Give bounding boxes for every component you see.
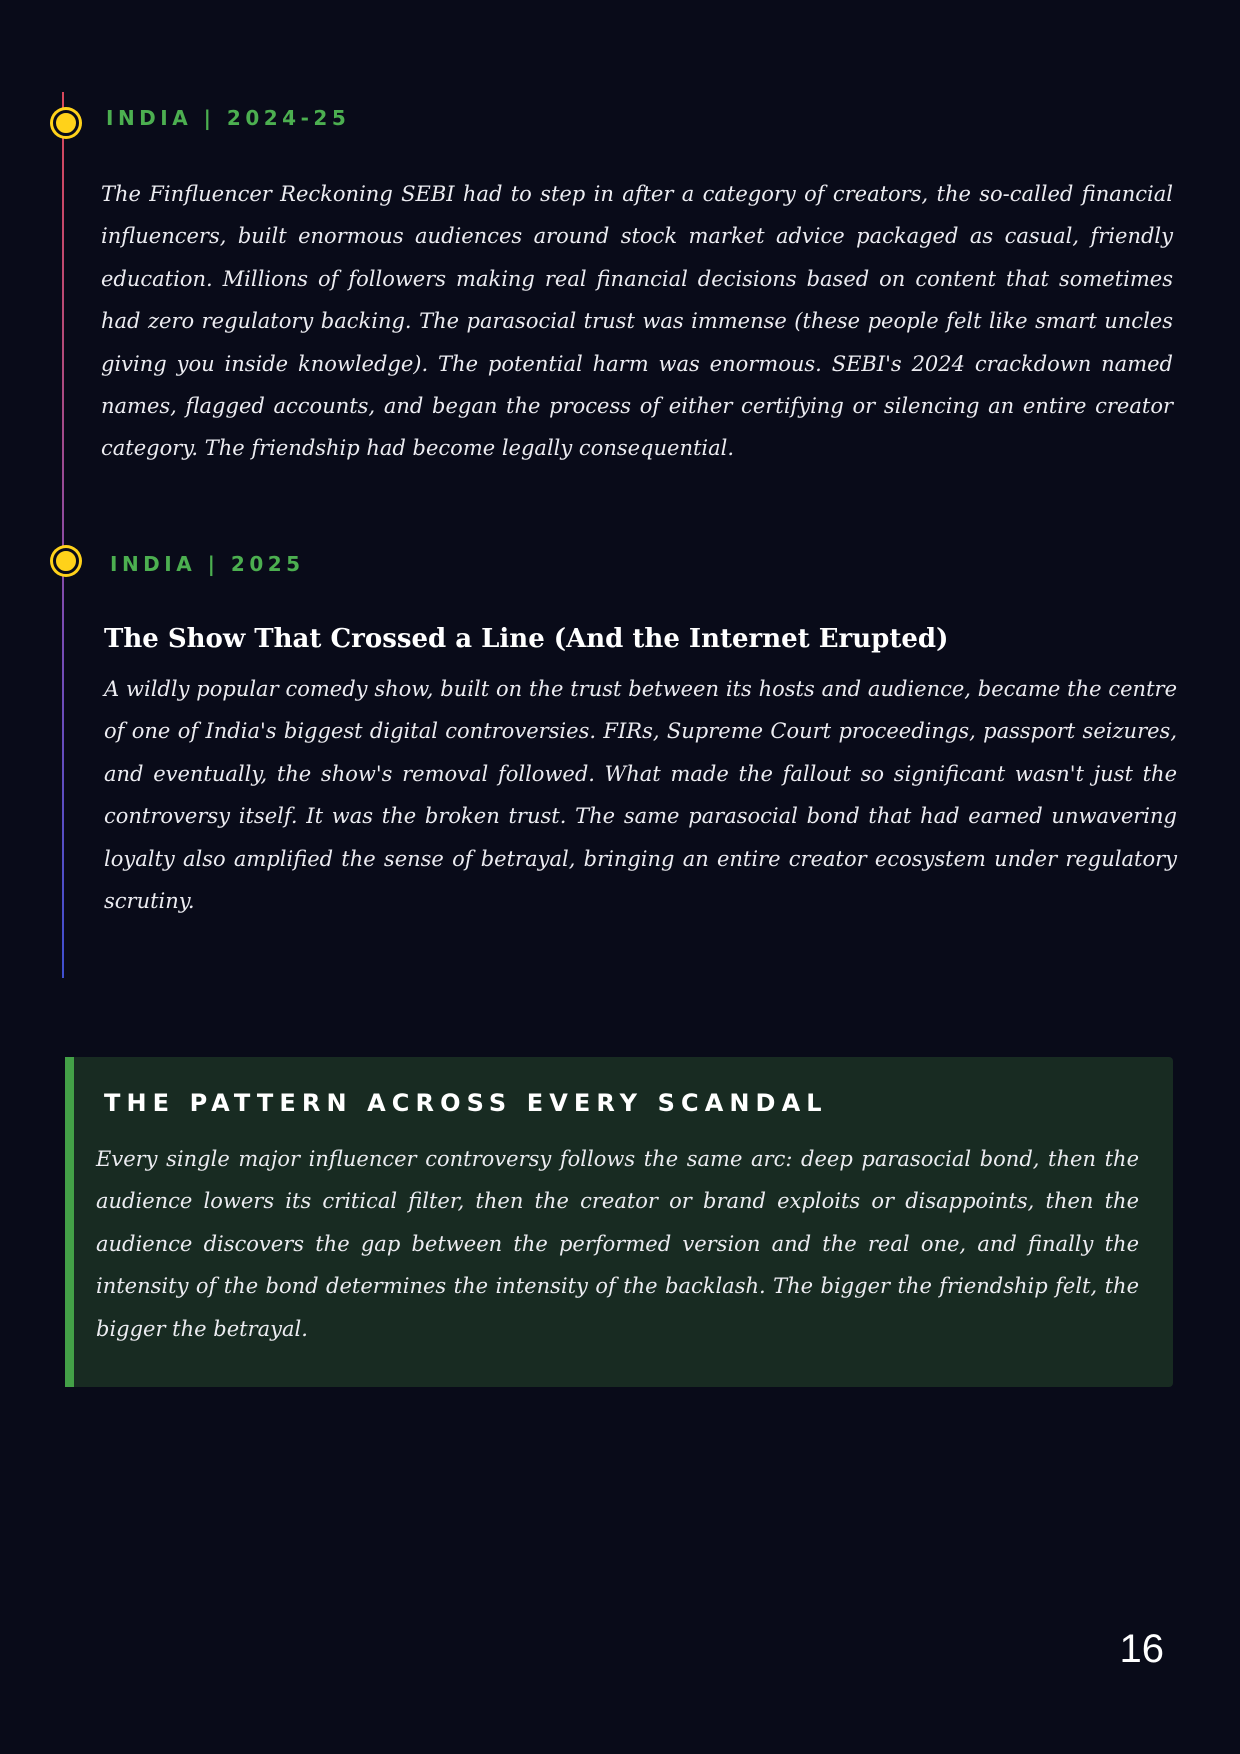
entry-label-1: INDIA | 2024-25	[106, 106, 351, 130]
entry-body-1: The Finfluencer Reckoning SEBI had to step in after a category of creators, the so-called financial influencers, built enormous audiences around stock market advice packaged as casual, friendly education. Millions of followers making real financial decisions based on content that sometimes had zero regulatory backing. The parasocial trust was immense (these people felt like smart uncles giving you inside knowledge). The potential harm was enormous. SEBI's 2024 crackdown named names, flagged accounts, and began the process of either certifying or silencing an entire creator category. The friendship had become legally consequential.	[101, 182, 1173, 461]
callout-heading: THE PATTERN ACROSS EVERY SCANDAL	[104, 1089, 828, 1117]
callout-body: Every single major influencer controversy follows the same arc: deep parasocial bond, then the audience lowers its critical filter, then the creator or brand exploits or disappoints, then the audience discovers the gap between the performed version and the real one, and finally the intensity of the bond determines the intensity of the backlash. The bigger the friendship felt, the bigger the betrayal.	[96, 1147, 1139, 1341]
timeline-line	[62, 92, 64, 978]
timeline-marker-2	[53, 548, 79, 574]
entry-title-2: The Show That Crossed a Line (And the Internet Erupted)	[104, 624, 949, 654]
page-number: 16	[1119, 1627, 1164, 1671]
timeline-marker-1	[53, 110, 79, 136]
entry-label-2: INDIA | 2025	[110, 552, 305, 576]
entry-body-2: A wildly popular comedy show, built on the trust between its hosts and audience, became the centre of one of India's biggest digital controversies. FIRs, Supreme Court proceedings, passport seizures, and eventually, the show's removal followed. What made the fallout so significant wasn't just the controversy itself. It was the broken trust. The same parasocial bond that had earned unwavering loyalty also amplified the sense of betrayal, bringing an entire creator ecosystem under regulatory scrutiny.	[104, 677, 1177, 914]
